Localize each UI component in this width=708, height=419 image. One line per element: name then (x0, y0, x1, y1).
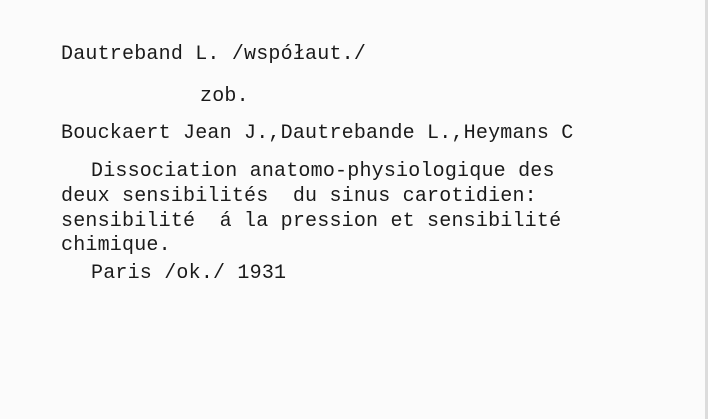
imprint-line: Paris /ok./ 1931 (91, 262, 287, 285)
coauthors-line: Bouckaert Jean J.,Dautrebande L.,Heymans C (61, 122, 574, 145)
author-heading: Dautreband L. /współaut./ (61, 43, 367, 66)
title-line-2: deux sensibilités du sinus carotidien: (61, 185, 537, 208)
title-line-1: Dissociation anatomo-physiologique des (91, 160, 555, 183)
title-line-4: chimique. (61, 234, 171, 257)
see-reference: zob. (200, 85, 249, 108)
title-line-3: sensibilité á la pression et sensibilité (61, 210, 562, 233)
